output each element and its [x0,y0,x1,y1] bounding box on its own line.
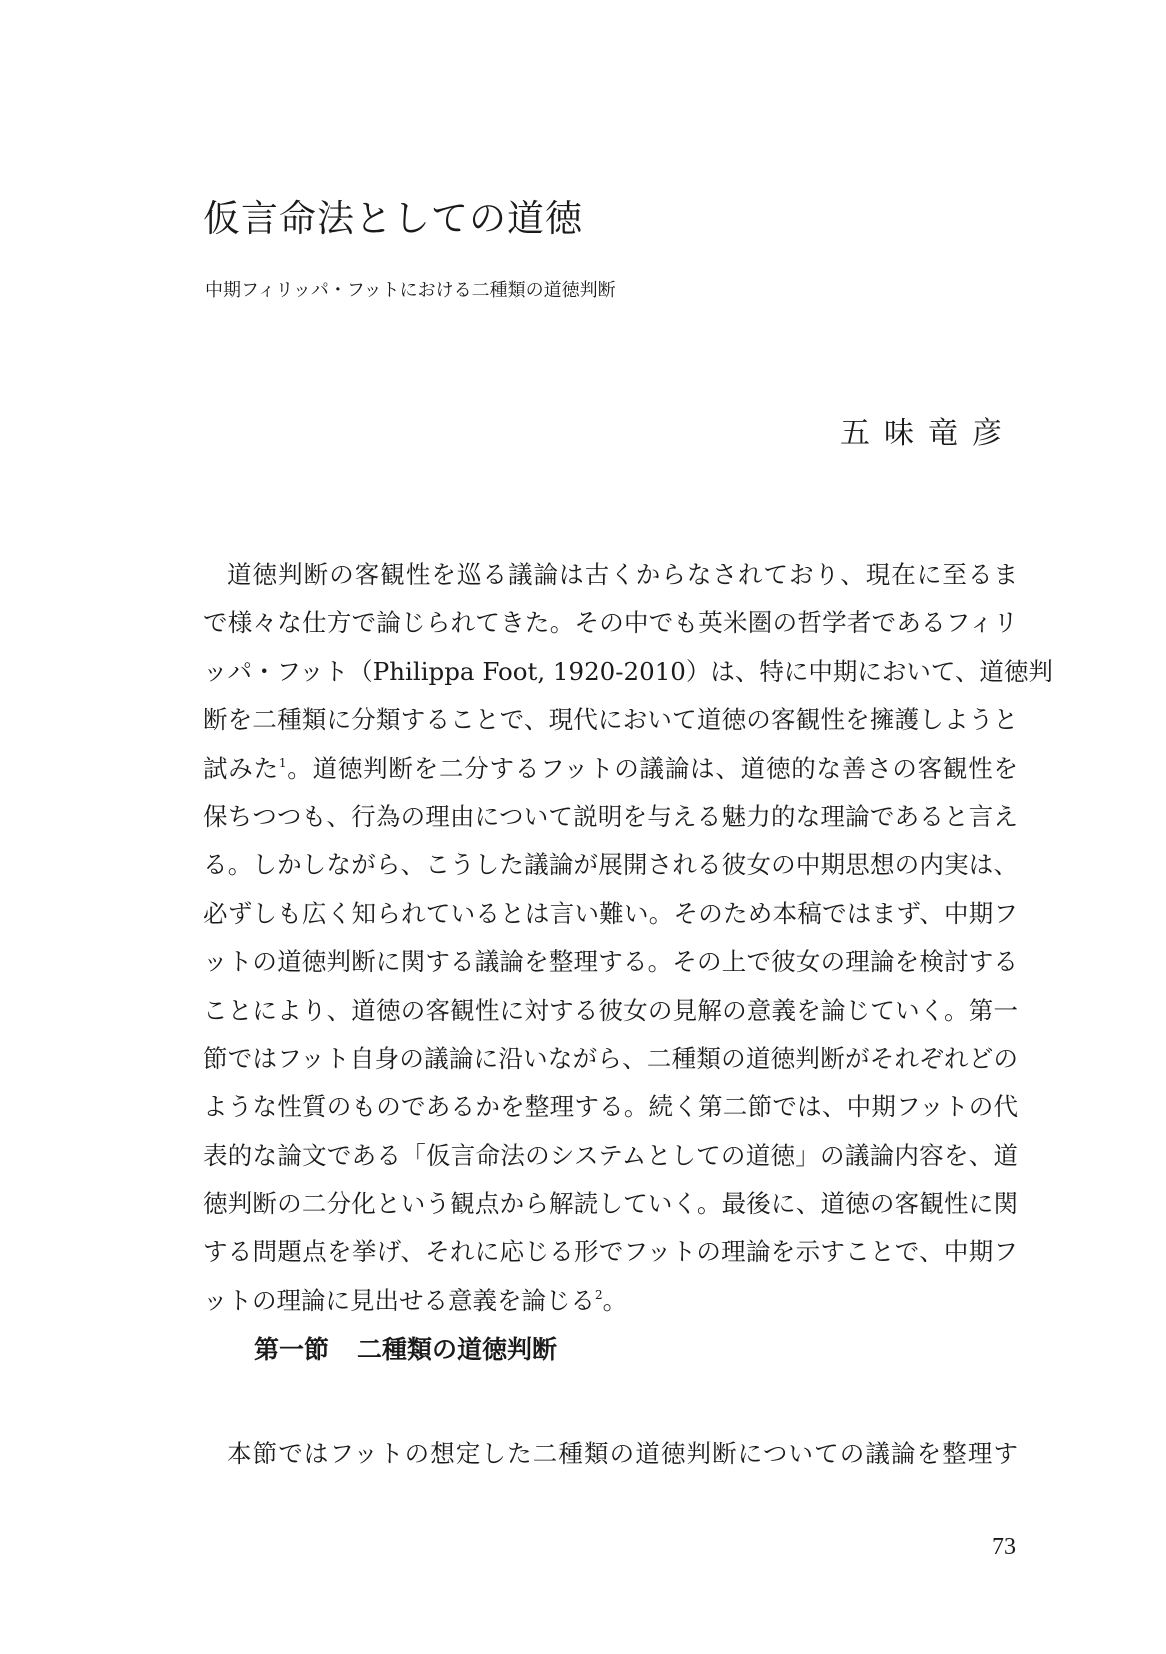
footnote-marker[interactable]: 2 [595,1287,603,1302]
body-line-segment: 。 [602,1285,628,1315]
paper-subtitle: 中期フィリッパ・フットにおける二種類の道徳判断 [205,280,616,301]
body-line: 保ちつつも、行為の理由について説明を与える魅力的な理論であると言え [203,801,1018,831]
body-line: ットの道徳判断に関する議論を整理する。その上で彼女の理論を検討する [203,947,1018,977]
body-line: 必ずしも広く知られているとは言い難い。そのため本稿ではまず、中期フ [203,898,1018,928]
body-line-segment: 。道徳判断を二分するフットの議論は、道徳的な善さの客観性を [286,753,1018,783]
section-number: 第一節 [254,1335,330,1364]
section-heading [254,1330,557,1370]
intro-paragraph [203,551,1053,1325]
author-name: 五味竜彦 [840,416,1016,451]
body-line-with-footnote [203,745,1018,793]
page-number: 73 [992,1534,1016,1560]
body-line: ような性質のものであるかを整理する。続く第二節では、中期フットの代 [203,1092,1018,1122]
body-line: 節ではフット自身の議論に沿いながら、二種類の道徳判断がそれぞれどの [203,1043,1018,1073]
body-line: ッパ・フット（Philippa Foot, 1920-2010）は、特に中期において、道徳判 [203,656,1053,686]
footnote-marker[interactable]: 1 [278,755,287,770]
body-line: 表的な論文である「仮言命法のシステムとしての道徳」の議論内容を、道 [203,1140,1018,1170]
section-title: 二種類の道徳判断 [357,1335,558,1364]
section-paragraph: 本節ではフットの想定した二種類の道徳判断についての議論を整理す [227,1439,1018,1468]
body-line: で様々な仕方で論じられてきた。その中でも英米圏の哲学者であるフィリ [203,608,1018,638]
body-line: ことにより、道徳の客観性に対する彼女の見解の意義を論じていく。第一 [203,995,1018,1025]
paper-title: 仮言命法としての道徳 [203,197,583,240]
body-line-segment: ットの理論に見出せる意義を論じる [203,1285,595,1315]
body-line: 道徳判断の客観性を巡る議論は古くからなされており、現在に至るま [227,560,1018,589]
body-line: 断を二種類に分類することで、現代において道徳の客観性を擁護しようと [203,705,1018,735]
body-line-with-footnote [203,1277,1018,1325]
body-line-segment: 試みた [203,753,279,783]
body-line: する問題点を挙げ、それに応じる形でフットの理論を示すことで、中期フ [203,1237,1018,1267]
body-line: 徳判断の二分化という観点から解読していく。最後に、道徳の客観性に関 [203,1189,1018,1219]
body-line: る。しかしながら、こうした議論が展開される彼女の中期思想の内実は、 [203,850,1018,880]
